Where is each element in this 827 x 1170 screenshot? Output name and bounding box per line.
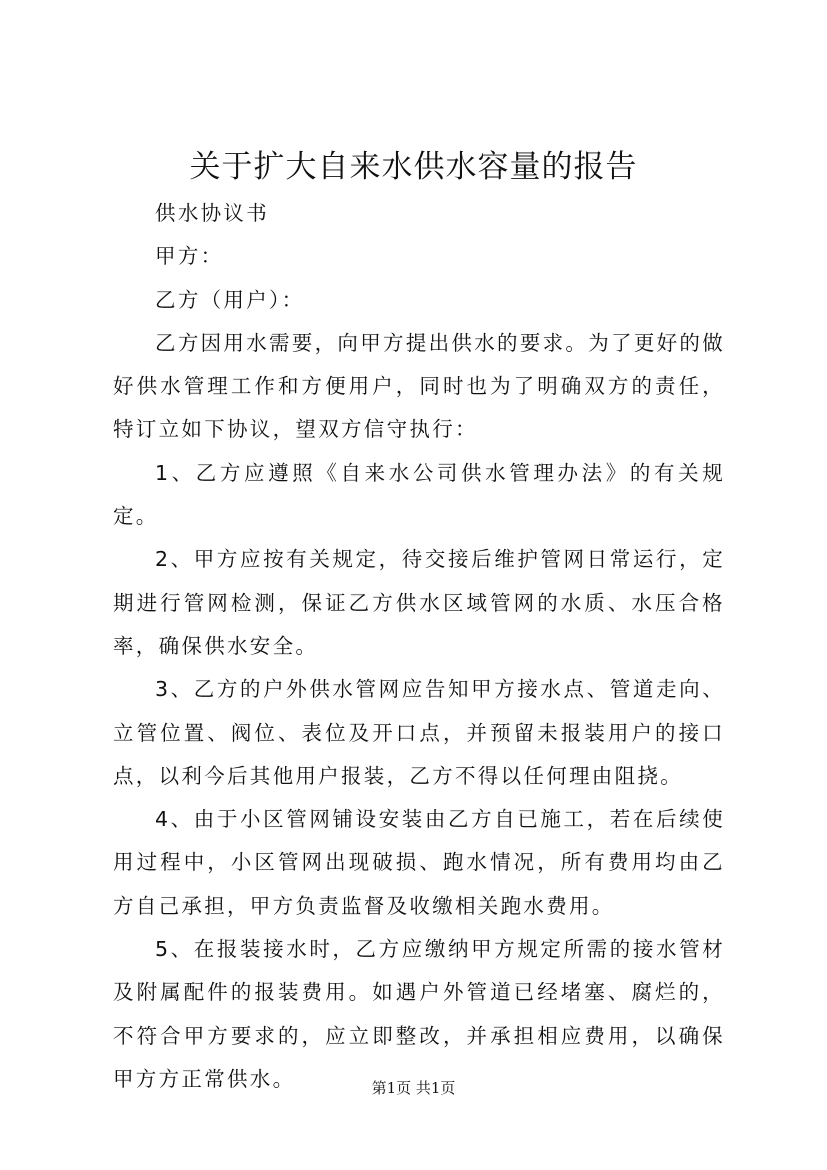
paragraph-agreement-heading: 供水协议书 <box>155 201 270 225</box>
paragraph-clause-1: 1、乙方应遵照《自来水公司供水管理办法》的有关规定。 <box>113 460 725 529</box>
document-title: 关于扩大自来水供水容量的报告 <box>189 149 638 185</box>
paragraph-clause-4: 4、由于小区管网铺设安装由乙方自已施工，若在后续使用过程中，小区管网出现破损、跑水情况，所有费用均由乙方自己承担，甲方负责监督及收缴相关跑水费用。 <box>113 807 725 918</box>
paragraph-intro: 乙方因用水需要，向甲方提出供水的要求。为了更好的做好供水管理工作和方便用户，同时也为了明确双方的责任，特订立如下协议，望双方信守执行： <box>113 330 726 442</box>
paragraph-clause-3: 3、乙方的户外供水管网应告知甲方接水点、管道走向、立管位置、阀位、表位及开口点，并预留未报装用户的接口点，以利今后其他用户报装，乙方不得以任何理由阻挠。 <box>113 677 725 788</box>
paragraph-party-a: 甲方： <box>155 244 224 269</box>
paragraph-party-b: 乙方（用户）： <box>155 287 305 312</box>
document-body <box>113 192 725 1101</box>
paragraph-clause-5: 5、在报装接水时，乙方应缴纳甲方规定所需的接水管材及附属配件的报装费用。如遇户外管道已经堵塞、腐烂的，不符合甲方要求的，应立即整改，并承担相应费用，以确保甲方方正常供水。 <box>113 937 725 1091</box>
page-footer: 第1页 共1页 <box>371 1079 456 1097</box>
paragraph-clause-2: 2、甲方应按有关规定，待交接后维护管网日常运行，定期进行管网检测，保证乙方供水区域管网的水质、水压合格率，确保供水安全。 <box>113 547 725 658</box>
